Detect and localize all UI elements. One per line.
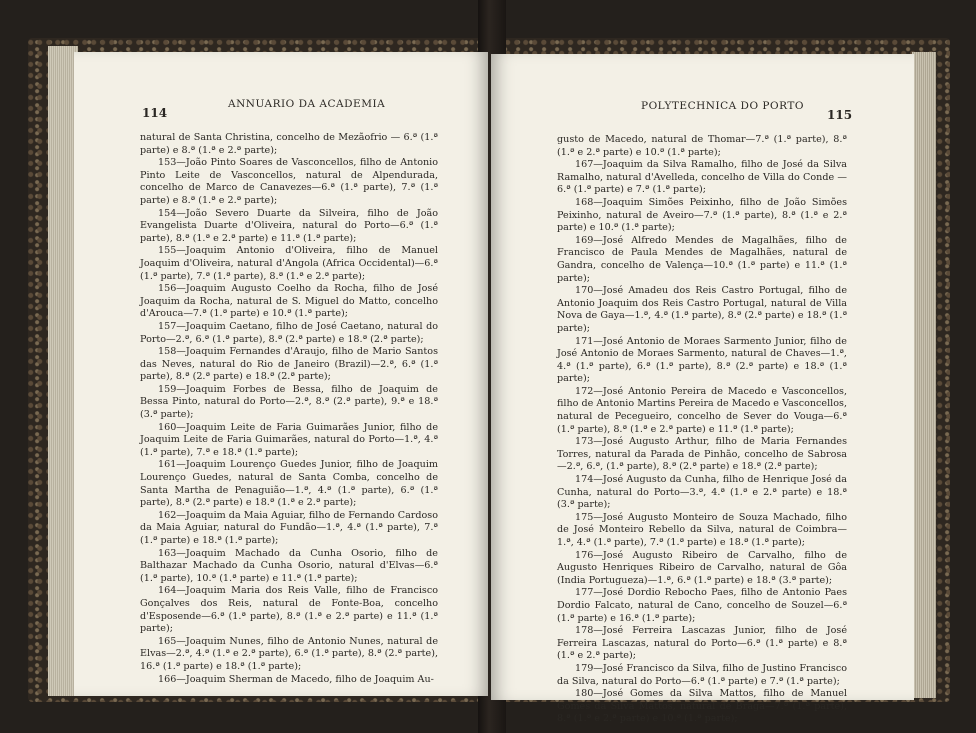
paragraph: 169—José Alfredo Mendes de Magalhães, filho de Francisco de Paula Mendes de Magalhães, natural de Gandra, concelho de Valença—10.ª (1.ª parte) e 11.ª (1.ª parte); [557, 234, 847, 284]
paragraph: 155—Joaquim Antonio d'Oliveira, filho de Manuel Joaquim d'Oliveira, natural d'Angola (Africa Occidental)—6.ª (1.ª parte), 7.ª (1.ª parte), 8.ª (1.ª e 2.ª parte); [140, 245, 438, 282]
right-page-edges [912, 52, 936, 698]
left-page [74, 52, 488, 696]
right-page [491, 54, 914, 725]
paragraph: 168—Joaquim Simões Peixinho, filho de João Simões Peixinho, natural de Aveiro—7.ª (1.ª parte), 8.ª (1.ª e 2.ª parte) e 10.ª (1.ª parte); [557, 196, 847, 234]
right-running-head: POLYTECHNICA DO PORTO [641, 100, 804, 112]
paragraph: 162—Joaquim da Maia Aguiar, filho de Fernando Cardoso da Maia Aguiar, natural do Fundão—1.ª, 4.ª (1.ª parte), 7.ª (1.ª parte) e 18.ª (1.ª parte); [140, 509, 438, 546]
paragraph: 178—José Ferreira Lascazas Junior, filho de José Ferreira Lascazas, natural do Porto—6.ª (1.ª parte) e 8.ª (1.ª e 2.ª parte); [557, 625, 847, 662]
left-running-head: ANNUARIO DA ACADEMIA [228, 98, 386, 110]
paragraph: 158—Joaquim Fernandes d'Araujo, filho de Mario Santos das Neves, natural do Rio de Janeiro (Brazil)—2.ª, 6.ª (1.ª parte), 8.ª (2.ª parte) e 18.ª (2.ª parte); [140, 346, 438, 383]
paragraph: 179—José Francisco da Silva, filho de Justino Francisco da Silva, natural do Porto—6.ª (1.ª parte) e 7.ª (1.ª parte); [557, 662, 847, 687]
paragraph: 172—José Antonio Pereira de Macedo e Vasconcellos, filho de Antonio Martins Pereira de Macedo e Vasconcellos, natural de Pecegueiro, concelho de Sever do Vouga—6.ª (1.ª parte), 8.ª (1.ª e 2.ª parte) e 11.ª (1.ª parte); [557, 385, 847, 435]
paragraph: 165—Joaquim Nunes, filho de Antonio Nunes, natural de Elvas—2.ª, 4.ª (1.ª e 2.ª parte), 6.ª (1.ª parte), 8.ª (2.ª parte), 16.ª (1.ª parte) e 18.ª (1.ª parte); [140, 635, 438, 672]
paragraph: 153—João Pinto Soares de Vasconcellos, filho de Antonio Pinto Leite de Vasconcellos, natural de Alpendurada, concelho de Marco de Canavezes—6.ª (1.ª parte), 7.ª (1.ª parte) e 8.ª (1.ª e 2.ª parte); [140, 157, 438, 206]
right-page-number: 115 [827, 108, 853, 122]
left-page-number: 114 [142, 106, 168, 120]
paragraph: 174—José Augusto da Cunha, filho de Henrique José da Cunha, natural do Porto—3.ª, 4.ª (1.ª e 2.ª parte) e 18.ª (3.ª parte); [557, 474, 847, 511]
paragraph: 175—José Augusto Monteiro de Souza Machado, filho de José Monteiro Rebello da Silva, natural de Coimbra—1.ª, 4.ª (1.ª parte), 7.ª (1.ª parte) e 18.ª (1.ª parte); [557, 511, 847, 548]
paragraph: 180—José Gomes da Silva Mattos, filho de Manuel Gomes da Silva Mattos, natural de Braga—7.ª (1.ª parte), 8.ª (1.ª e 2.ª parte) e 10.ª (1.ª parte); [557, 688, 847, 725]
paragraph: 171—José Antonio de Moraes Sarmento Junior, filho de José Antonio de Moraes Sarmento, natural de Chaves—1.ª, 4.ª (1.ª parte), 6.ª (1.ª parte), 8.ª (2.ª parte) e 18.ª (1.ª parte); [557, 335, 847, 385]
paragraph: 161—Joaquim Lourenço Guedes Junior, filho de Joaquim Lourenço Guedes, natural de Santa Comba, concelho de Santa Martha de Penaguião—1.ª, 4.ª (1.ª parte), 6.ª (1.ª parte), 8.ª (2.ª parte) e 18.ª (1.ª e 2.ª parte); [140, 459, 438, 509]
paragraph: natural de Santa Christina, concelho de Mezãofrio — 6.ª (1.ª parte) e 8.ª (1.ª e 2.ª parte); [140, 132, 438, 156]
paragraph: 166—Joaquim Sherman de Macedo, filho de Joaquim Au- [158, 673, 434, 685]
paragraph: 164—Joaquim Maria dos Reis Valle, filho de Francisco Gonçalves dos Reis, natural de Fonte-Boa, concelho d'Esposende—6.ª (1.ª parte), 8.ª (1.ª e 2.ª parte) e 11.ª (1.ª parte); [140, 585, 438, 635]
paragraph: 160—Joaquim Leite de Faria Guimarães Junior, filho de Joaquim Leite de Faria Guimarães, natural do Porto—1.ª, 4.ª (1.ª parte), 7.ª e 18.ª (1.ª parte); [140, 421, 438, 458]
left-page-text [140, 132, 438, 686]
paragraph: 156—Joaquim Augusto Coelho da Rocha, filho de José Joaquim da Rocha, natural de S. Miguel do Matto, concelho d'Arouca—7.ª (1.ª parte) e 10.ª (1.ª parte); [140, 283, 438, 320]
paragraph: 154—João Severo Duarte da Silveira, filho de João Evangelista Duarte d'Oliveira, natural do Porto—6.ª (1.ª parte), 8.ª (1.ª e 2.ª parte) e 11.ª (1.ª parte); [140, 207, 438, 244]
paragraph: 176—José Augusto Ribeiro de Carvalho, filho de Augusto Henriques Ribeiro de Carvalho, natural de Gôa (India Portugueza)—1.ª, 6.ª (1.ª parte) e 18.ª (3.ª parte); [557, 549, 847, 586]
paragraph: 170—José Amadeu dos Reis Castro Portugal, filho de Antonio Joaquim dos Reis Castro Portugal, natural de Villa Nova de Gaya—1.ª, 4.ª (1.ª parte), 8.ª (2.ª parte) e 18.ª (1.ª parte); [557, 285, 847, 334]
right-page-text [557, 134, 847, 726]
paragraph: 159—Joaquim Forbes de Bessa, filho de Joaquim de Bessa Pinto, natural do Porto—2.ª, 8.ª (2.ª parte), 9.ª e 18.ª (3.ª parte); [140, 383, 438, 421]
paragraph: 167—Joaquim da Silva Ramalho, filho de José da Silva Ramalho, natural d'Avelleda, concelho de Villa do Conde — 6.ª (1.ª parte) e 7.ª (1.ª parte); [557, 159, 847, 196]
paragraph: gusto de Macedo, natural de Thomar—7.ª (1.ª parte), 8.ª (1.ª e 2.ª parte) e 10.ª (1.ª parte); [557, 134, 847, 158]
paragraph: 163—Joaquim Machado da Cunha Osorio, filho de Balthazar Machado da Cunha Osorio, natural d'Elvas—6.ª (1.ª parte), 10.ª (1.ª parte) e 11.ª (1.ª parte); [140, 547, 438, 584]
paragraph: 177—José Dordio Rebocho Paes, filho de Antonio Paes Dordio Falcato, natural de Cano, concelho de Souzel—6.ª (1.ª parte) e 16.ª (1.ª parte); [557, 587, 847, 624]
paragraph: 173—José Augusto Arthur, filho de Maria Fernandes Torres, natural da Parada de Pinhão, concelho de Sabrosa—2.ª, 6.ª, (1.ª parte), 8.ª (2.ª parte) e 18.ª (2.ª parte); [557, 436, 847, 473]
paragraph: 157—Joaquim Caetano, filho de José Caetano, natural do Porto—2.ª, 6.ª (1.ª parte), 8.ª (2.ª parte) e 18.ª (2.ª parte); [140, 320, 438, 345]
